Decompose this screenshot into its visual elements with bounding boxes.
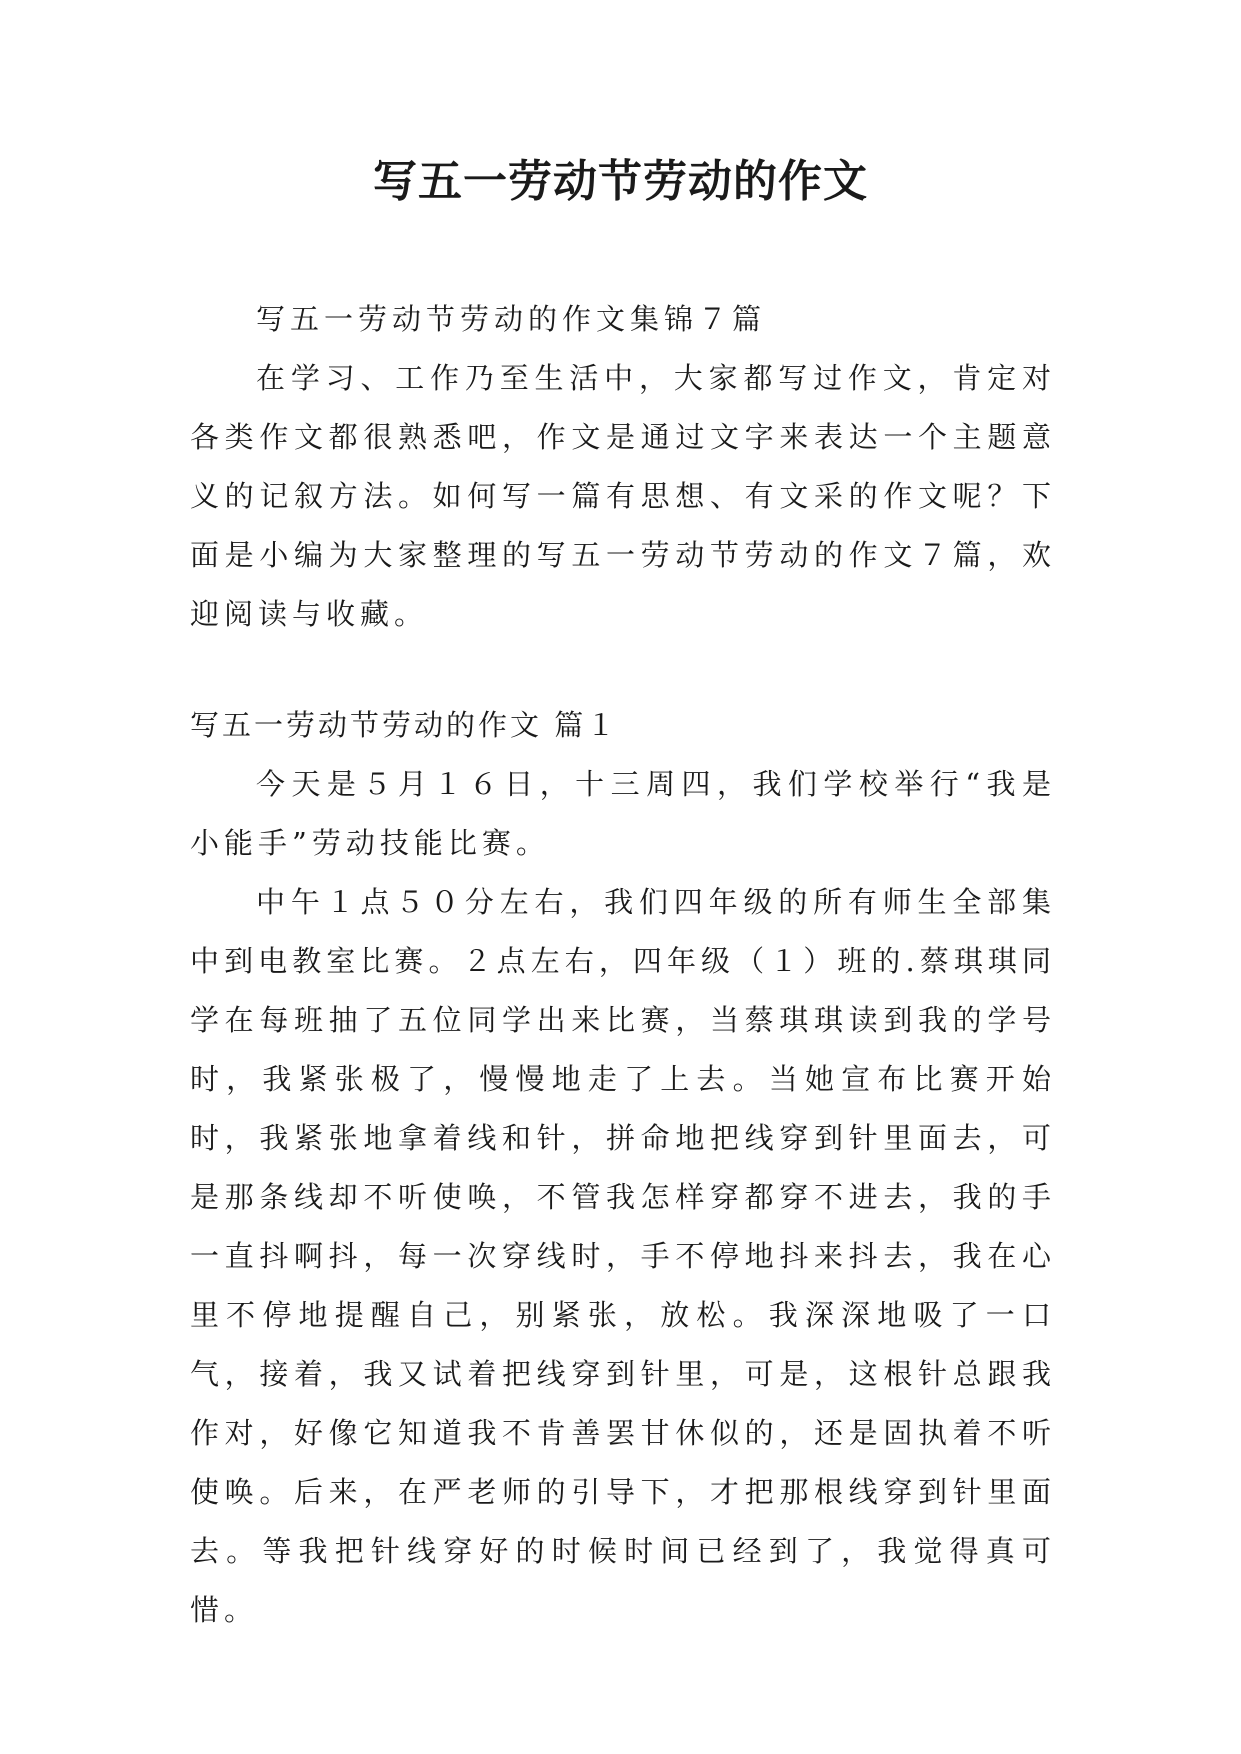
document-title: 写五一劳动节劳动的作文 [373, 156, 868, 207]
section-paragraph: 今天是５月１６日，十三周四，我们学校举行“我是小能手”劳动技能比赛。 [190, 767, 1056, 860]
section-heading: 写五一劳动节劳动的作文 篇１ [190, 708, 619, 742]
document-subtitle: 写五一劳动节劳动的作文集锦７篇 [256, 302, 767, 336]
intro-paragraph: 在学习、工作乃至生活中，大家都写过作文，肯定对各类作文都很熟悉吧，作文是通过文字来表达一个主题意义的记叙方法。如何写一篇有思想、有文采的作文呢？下面是小编为大家整理的写五一劳动节劳动的作文７篇，欢迎阅读与收藏。 [190, 361, 1056, 631]
section-paragraph: 中午１点５０分左右，我们四年级的所有师生全部集中到电教室比赛。２点左右，四年级（１）班的.蔡琪琪同学在每班抽了五位同学出来比赛，当蔡琪琪读到我的学号时，我紧张极了，慢慢地走了上去。当她宣布比赛开始时，我紧张地拿着线和针，拼命地把线穿到针里面去，可是那条线却不听使唤，不管我怎样穿都穿不进去，我的手一直抖啊抖，每一次穿线时，手不停地抖来抖去，我在心里不停地提醒自己，别紧张，放松。我深深地吸了一口气，接着，我又试着把线穿到针里，可是，这根针总跟我作对，好像它知道我不肯善罢甘休似的，还是固执着不听使唤。后来，在严老师的引导下，才把那根线穿到针里面去。等我把针线穿好的时候时间已经到了，我觉得真可惜。 [190, 885, 1056, 1627]
